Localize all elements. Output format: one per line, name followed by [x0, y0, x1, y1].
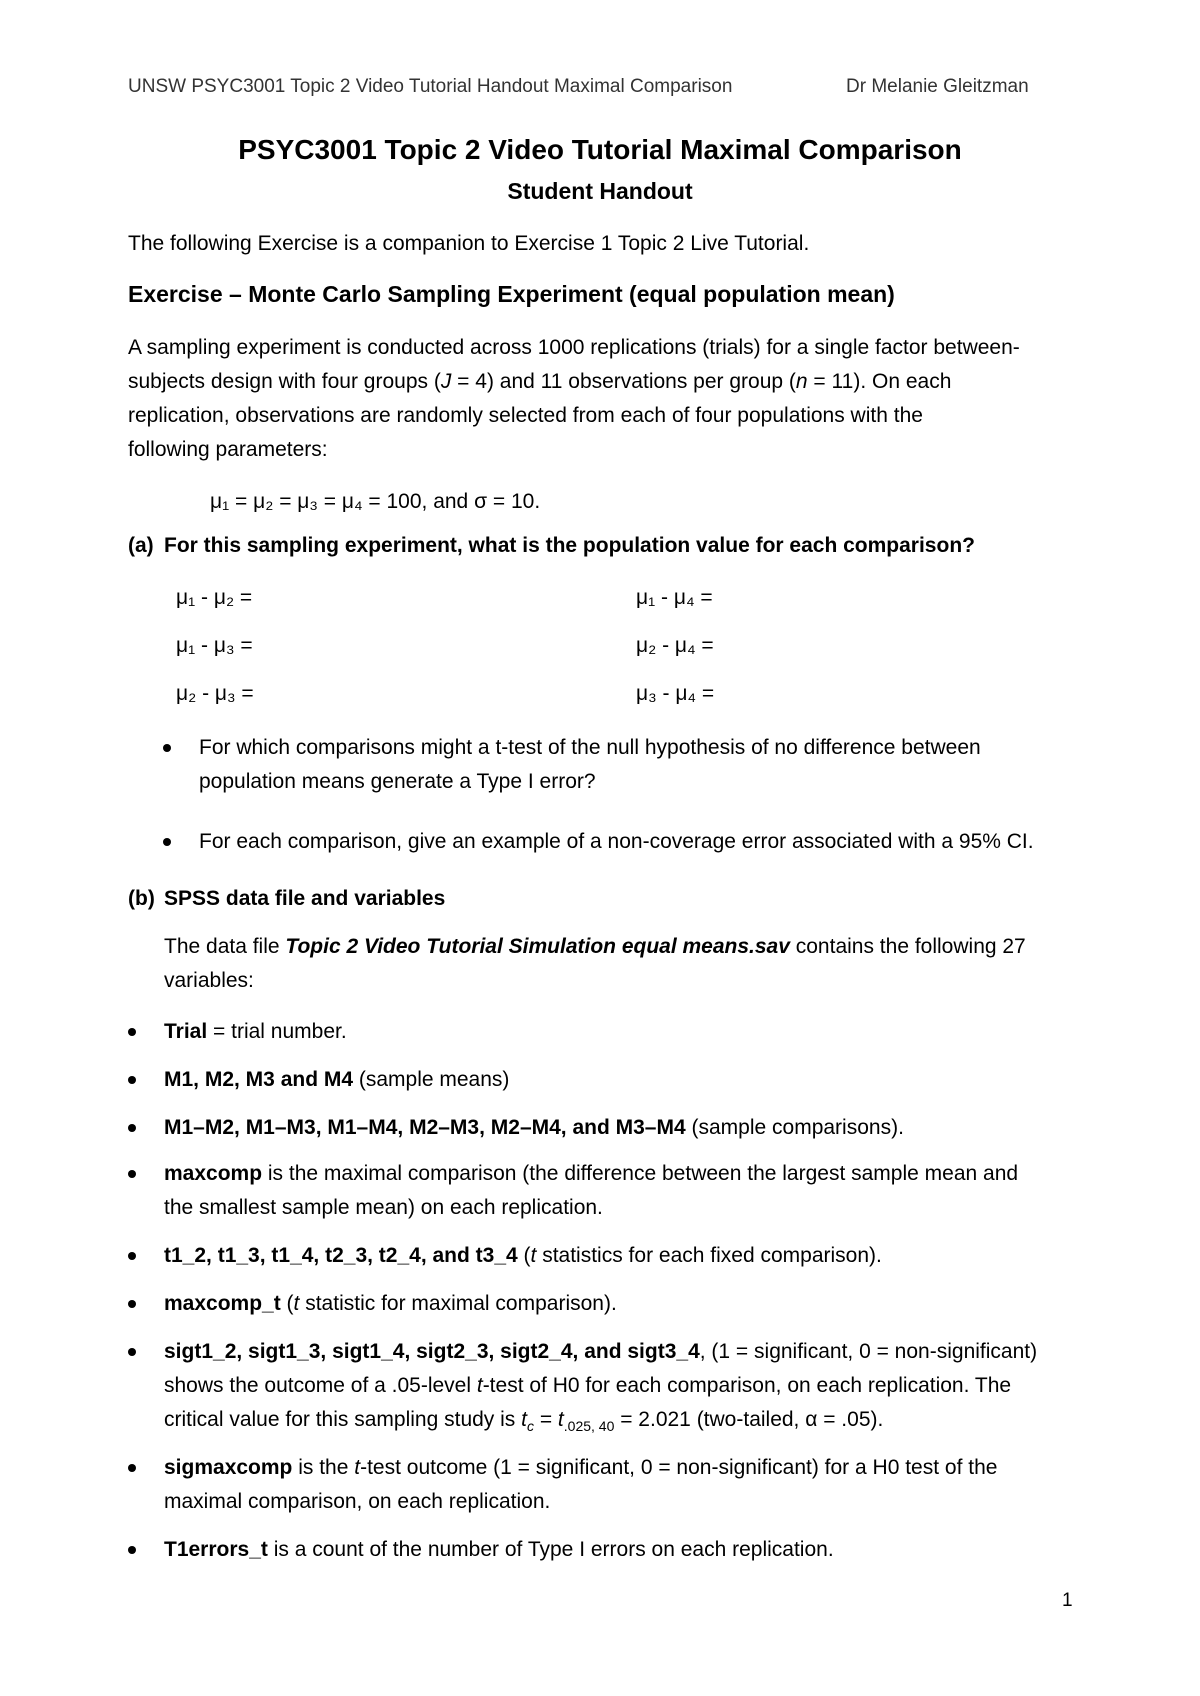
var-maxcomp-t-name: maxcomp_t	[164, 1292, 281, 1315]
bullet-icon	[128, 1464, 136, 1472]
para1-line4: following parameters:	[128, 438, 328, 461]
var-t1errors	[164, 1533, 834, 1567]
var-sigmaxcomp-line2: maximal comparison, on each replication.	[164, 1490, 551, 1513]
var-maxcomp-t-t: t	[293, 1292, 300, 1315]
bullet-icon	[128, 1170, 136, 1178]
var-comparisons-name: M1–M2, M1–M3, M1–M4, M2–M3, M2–M4, and M3–M4	[164, 1116, 686, 1139]
part-a-bullet1-line2: population means generate a Type I error?	[199, 770, 596, 793]
var-sigt-a: , (1 = significant, 0 = non-significant)	[699, 1340, 1038, 1363]
para1-line2	[128, 365, 951, 399]
var-means-name: M1, M2, M3 and M4	[164, 1068, 354, 1091]
part-b-desc-b: contains the following 27	[789, 935, 1026, 958]
header-left: UNSW PSYC3001 Topic 2 Video Tutorial Handout Maximal Comparison	[128, 76, 733, 97]
para1-line2-b: = 4) and 11 observations per group (	[451, 370, 796, 393]
var-maxcomp-t-a: (	[280, 1292, 294, 1315]
critical-t: t	[521, 1408, 527, 1431]
var-trial-name: Trial	[164, 1020, 208, 1043]
var-means	[164, 1063, 509, 1097]
bullet-icon	[128, 1124, 136, 1132]
bullet-icon	[163, 744, 171, 752]
var-comparisons-desc: (sample comparisons).	[685, 1116, 904, 1139]
var-sigmaxcomp-line1	[164, 1451, 997, 1485]
page-subtitle: Student Handout	[507, 178, 693, 204]
part-b-desc-line1	[164, 930, 1026, 964]
part-a-label: (a)	[128, 534, 154, 557]
bullet-icon	[128, 1076, 136, 1084]
var-means-desc: (sample means)	[353, 1068, 510, 1091]
bullet-icon	[128, 1348, 136, 1356]
para1-line2-a: subjects design with four groups (	[128, 370, 441, 393]
var-trial	[164, 1015, 347, 1049]
para1-line3: replication, observations are randomly selected from each of four populations with the	[128, 404, 923, 427]
comparison-1-2: μ₁ - μ₂ =	[176, 586, 253, 609]
var-maxcomp-t-b: statistic for maximal comparison).	[299, 1292, 617, 1315]
var-sigt-l2t: t	[476, 1374, 483, 1397]
var-sigt-line1	[164, 1335, 1037, 1369]
t-value-sub: .025, 40	[563, 1418, 615, 1435]
part-b-label: (b)	[128, 887, 155, 910]
var-sigt-l3b: = 2.021 (two-tailed, α = .05).	[614, 1408, 884, 1431]
var-maxcomp-line1	[164, 1157, 1018, 1191]
var-sigmaxcomp-name: sigmaxcomp	[164, 1456, 293, 1479]
bullet-icon	[163, 838, 171, 846]
para1-j: J	[440, 370, 452, 393]
comparison-2-4: μ₂ - μ₄ =	[636, 634, 714, 657]
bullet-icon	[128, 1252, 136, 1260]
part-a-bullet1-line1: For which comparisons might a t-test of the null hypothesis of no difference between	[199, 736, 981, 759]
var-sigt-line2	[164, 1369, 1011, 1403]
header-right: Dr Melanie Gleitzman	[846, 76, 1029, 97]
var-t-stats	[164, 1239, 882, 1273]
t-value: t	[557, 1408, 564, 1431]
part-a-bullet2: For each comparison, give an example of a non-coverage error associated with a 95% CI.	[199, 830, 1034, 853]
part-b-heading: SPSS data file and variables	[164, 887, 446, 910]
part-a-question: For this sampling experiment, what is the population value for each comparison?	[164, 534, 975, 557]
bullet-icon	[128, 1546, 136, 1554]
bullet-icon	[128, 1300, 136, 1308]
var-sigt-eq: =	[533, 1408, 558, 1431]
var-t-stats-a: (	[517, 1244, 531, 1267]
data-file-name: Topic 2 Video Tutorial Simulation equal means.sav	[285, 935, 790, 958]
comparison-2-3: μ₂ - μ₃ =	[176, 682, 254, 705]
para1-n: n	[795, 370, 808, 393]
var-sigt-line3	[164, 1403, 883, 1443]
exercise-heading: Exercise – Monte Carlo Sampling Experiment (equal population mean)	[128, 281, 895, 307]
population-parameters: μ₁ = μ₂ = μ₃ = μ₄ = 100, and σ = 10.	[210, 490, 541, 513]
comparison-1-3: μ₁ - μ₃ =	[176, 634, 253, 657]
comparison-1-4: μ₁ - μ₄ =	[636, 586, 713, 609]
var-maxcomp-line2: the smallest sample mean) on each replication.	[164, 1196, 603, 1219]
var-t-stats-t: t	[530, 1244, 537, 1267]
page-title: PSYC3001 Topic 2 Video Tutorial Maximal Comparison	[238, 134, 962, 165]
critical-t-sub: c	[526, 1418, 534, 1435]
part-b-desc-line2: variables:	[164, 969, 254, 992]
var-sigmaxcomp-b: -test outcome (1 = significant, 0 = non-significant) for a H0 test of the	[360, 1456, 998, 1479]
part-b-desc-a: The data file	[164, 935, 286, 958]
var-t-stats-b: statistics for each fixed comparison).	[536, 1244, 882, 1267]
var-sigmaxcomp-a: is the	[292, 1456, 355, 1479]
page-number: 1	[1062, 1590, 1073, 1611]
var-sigt-l3a: critical value for this sampling study is	[164, 1408, 522, 1431]
bullet-icon	[128, 1028, 136, 1036]
para1-line1: A sampling experiment is conducted across 1000 replications (trials) for a single factor between-	[128, 336, 1020, 359]
var-sigt-l2a: shows the outcome of a .05-level	[164, 1374, 477, 1397]
var-t1errors-desc: is a count of the number of Type I errors on each replication.	[267, 1538, 834, 1561]
var-sigt-name: sigt1_2, sigt1_3, sigt1_4, sigt2_3, sigt2_4, and sigt3_4	[164, 1340, 700, 1363]
var-trial-desc: = trial number.	[207, 1020, 347, 1043]
para1-line2-c: = 11). On each	[807, 370, 952, 393]
var-comparisons	[164, 1111, 904, 1145]
var-maxcomp-name: maxcomp	[164, 1162, 263, 1185]
var-maxcomp-desc: is the maximal comparison (the difference between the largest sample mean and	[262, 1162, 1019, 1185]
var-t1errors-name: T1errors_t	[164, 1538, 268, 1561]
var-sigmaxcomp-t: t	[354, 1456, 361, 1479]
var-sigt-l2b: -test of H0 for each comparison, on each replication. The	[482, 1374, 1012, 1397]
intro-text: The following Exercise is a companion to Exercise 1 Topic 2 Live Tutorial.	[128, 232, 810, 255]
var-maxcomp-t	[164, 1287, 617, 1321]
comparison-3-4: μ₃ - μ₄ =	[636, 682, 715, 705]
var-t-stats-name: t1_2, t1_3, t1_4, t2_3, t2_4, and t3_4	[164, 1244, 518, 1267]
